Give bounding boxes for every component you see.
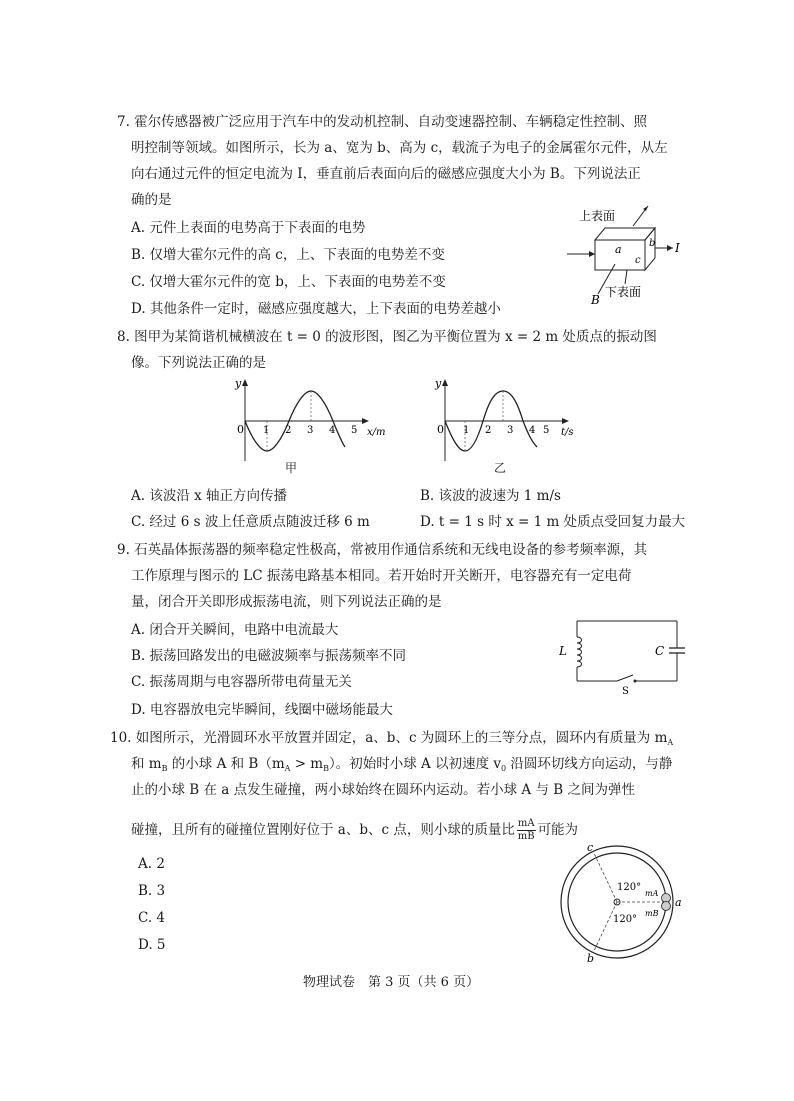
- q10-radius-c: [593, 851, 617, 902]
- q9-option-b: B. 振荡回路发出的电磁波频率与振荡频率不同: [131, 648, 407, 664]
- q9-option-d: D. 电容器放电完毕瞬间，线圈中磁场能最大: [131, 702, 393, 718]
- q9-label-L: L: [559, 644, 567, 658]
- q7-option-d: D. 其他条件一定时，磁感应强度越大，上下表面的电势差越小: [131, 301, 501, 317]
- q8b-x-unit: t/s: [561, 427, 574, 438]
- q8-stem-line1: 8. 图甲为某简谐机械横波在 t = 0 的波形图，图乙为平衡位置为 x = 2 m 处质点的振动图: [117, 329, 657, 345]
- q7-current-in-arrowhead: [589, 251, 595, 257]
- q7-stem-line4: 确的是: [131, 192, 172, 208]
- q10-radius-b: [593, 902, 617, 953]
- q10-label-b: b: [587, 952, 595, 965]
- q10-option-a: A. 2: [138, 856, 165, 872]
- q7-label-I: I: [675, 241, 680, 255]
- q10-label-mB: mB: [645, 909, 659, 918]
- q7-label-bottom-surface: 下表面: [605, 285, 642, 299]
- q9-option-c: C. 振荡周期与电容器所带电荷量无关: [131, 674, 352, 690]
- q9-label-C: C: [655, 644, 665, 658]
- q8a-x-unit: x/m: [367, 427, 386, 438]
- q7-option-b: B. 仅增大霍尔元件的高 c，上、下表面的电势差不变: [131, 247, 445, 263]
- q8a-tick-1: 1: [263, 425, 270, 436]
- q10-stem-line2: 和 $m_B$ 的小球 A 和 $B(m_A > m_B)$。初始时小球 A 以初速度 $v_0$ 沿圆环切线方向运动，与静: [131, 756, 673, 773]
- q7-hall-element-figure: [565, 198, 695, 308]
- q9-switch-blade: [617, 675, 633, 681]
- q10-option-b: B. 3: [138, 883, 166, 899]
- q10-ring-figure: [555, 842, 690, 964]
- q8b-y-label: y: [435, 377, 442, 390]
- q10-mass-ratio-fraction: $\frac{mA}{mB}$: [517, 818, 535, 842]
- q10-ball-B: [662, 902, 671, 911]
- q7-label-B: B: [591, 293, 600, 307]
- q7-stem-line1: 7. 霍尔传感器被广泛应用于汽车中的发动机控制、自动变速器控制、车辆稳定性控制、照: [117, 114, 648, 130]
- q10-label-mA: mA: [645, 889, 659, 898]
- q9-stem-line3: 量，闭合开关即形成振荡电流，则下列说法正确的是: [131, 594, 442, 610]
- q8-option-c: C. 经过 6 s 波上任意质点随波迁移 6 m: [131, 514, 370, 530]
- q8b-origin: 0: [437, 423, 444, 436]
- q7-stem-line2: 明控制等领域。如图所示，长为 a、宽为 b、高为 c，载流子为电子的金属霍尔元件，从左: [131, 140, 668, 156]
- q8a-y-arrowhead: [242, 379, 248, 386]
- q8b-tick-1: 1: [463, 425, 470, 436]
- q7-label-c: c: [635, 255, 641, 266]
- q10-option-d: D. 5: [138, 937, 166, 953]
- q10-stem-line4: 碰撞，且所有的碰撞位置刚好位于 a、b、c 点，则小球的质量比 $\frac{mA}{mB}$ 可能为: [131, 818, 579, 842]
- q8b-y-arrowhead: [442, 379, 448, 386]
- q8a-y-label: y: [235, 377, 242, 390]
- q9-stem-line2: 工作原理与图示的 LC 振荡电路基本相同。若开始时开关断开，电容器充有一定电荷: [131, 568, 632, 584]
- q8-wave-graph-jia: [225, 375, 386, 475]
- q10-label-a: a: [675, 896, 682, 909]
- q9-label-S: S: [622, 686, 629, 697]
- q9-option-a: A. 闭合开关瞬间，电路中电流最大: [131, 622, 339, 638]
- q7-current-out-arrowhead: [667, 245, 673, 251]
- q7-box-side-face: [645, 228, 655, 270]
- q8b-tick-4: 4: [529, 425, 536, 436]
- q8a-x-arrowhead: [362, 418, 369, 424]
- q7-label-a: a: [615, 243, 622, 256]
- q7-option-a: A. 元件上表面的电势高于下表面的电势: [131, 220, 366, 236]
- q9-inductor-coil: [577, 637, 582, 667]
- q8a-tick-4: 4: [329, 425, 336, 436]
- q8a-origin: 0: [237, 423, 244, 436]
- q8a-tick-5: 5: [351, 425, 358, 436]
- q8b-x-arrowhead: [562, 418, 569, 424]
- q9-stem-line1: 9. 石英晶体振荡器的频率稳定性极高，常被用作通信系统和无线电设备的参考频率源，其: [117, 542, 648, 558]
- q7-option-c: C. 仅增大霍尔元件的宽 b，上、下表面的电势差不变: [131, 274, 446, 290]
- q8-stem-line2: 像。下列说法正确的是: [131, 355, 266, 371]
- q8-caption-jia: 甲: [285, 461, 298, 475]
- q8-option-d: D. t = 1 s 时 x = 1 m 处质点受回复力最大: [420, 514, 686, 530]
- q10-option-c: C. 4: [138, 910, 166, 926]
- q7-stem-line3: 向右通过元件的恒定电流为 I，垂直前后表面向后的磁感应强度大小为 B。下列说法正: [131, 166, 641, 182]
- q8b-tick-2: 2: [485, 425, 492, 436]
- q10-angle-lower: 120°: [613, 914, 638, 925]
- q8b-tick-5: 5: [543, 425, 550, 436]
- q7-bottom-pointer: [625, 270, 627, 284]
- q8a-tick-3: 3: [307, 425, 314, 436]
- q8-option-a: A. 该波沿 x 轴正方向传播: [131, 488, 288, 504]
- q8a-tick-2: 2: [285, 425, 292, 436]
- q7-top-arrowhead: [643, 206, 648, 211]
- q9-lc-circuit-figure: [555, 615, 695, 695]
- q7-label-top-surface: 上表面: [579, 209, 616, 223]
- q7-label-b: b: [649, 238, 656, 249]
- page-footer: 物理试卷 第 3 页（共 6 页）: [303, 975, 480, 990]
- q10-angle-upper: 120°: [617, 882, 642, 893]
- q10-label-c: c: [587, 841, 594, 854]
- q10-stem-line3: 止的小球 B 在 a 点发生碰撞，两小球始终在圆环内运动。若小球 A 与 B 之间为弹性: [131, 782, 635, 798]
- q8-caption-yi: 乙: [494, 461, 507, 475]
- q8b-tick-3: 3: [507, 425, 514, 436]
- q10-stem-line1: 10. 如图所示，光滑圆环水平放置并固定，a、b、c 为圆环上的三等分点，圆环内有质量为 $m_A$: [110, 730, 674, 747]
- q8-option-b: B. 该波的波速为 1 m/s: [420, 488, 561, 504]
